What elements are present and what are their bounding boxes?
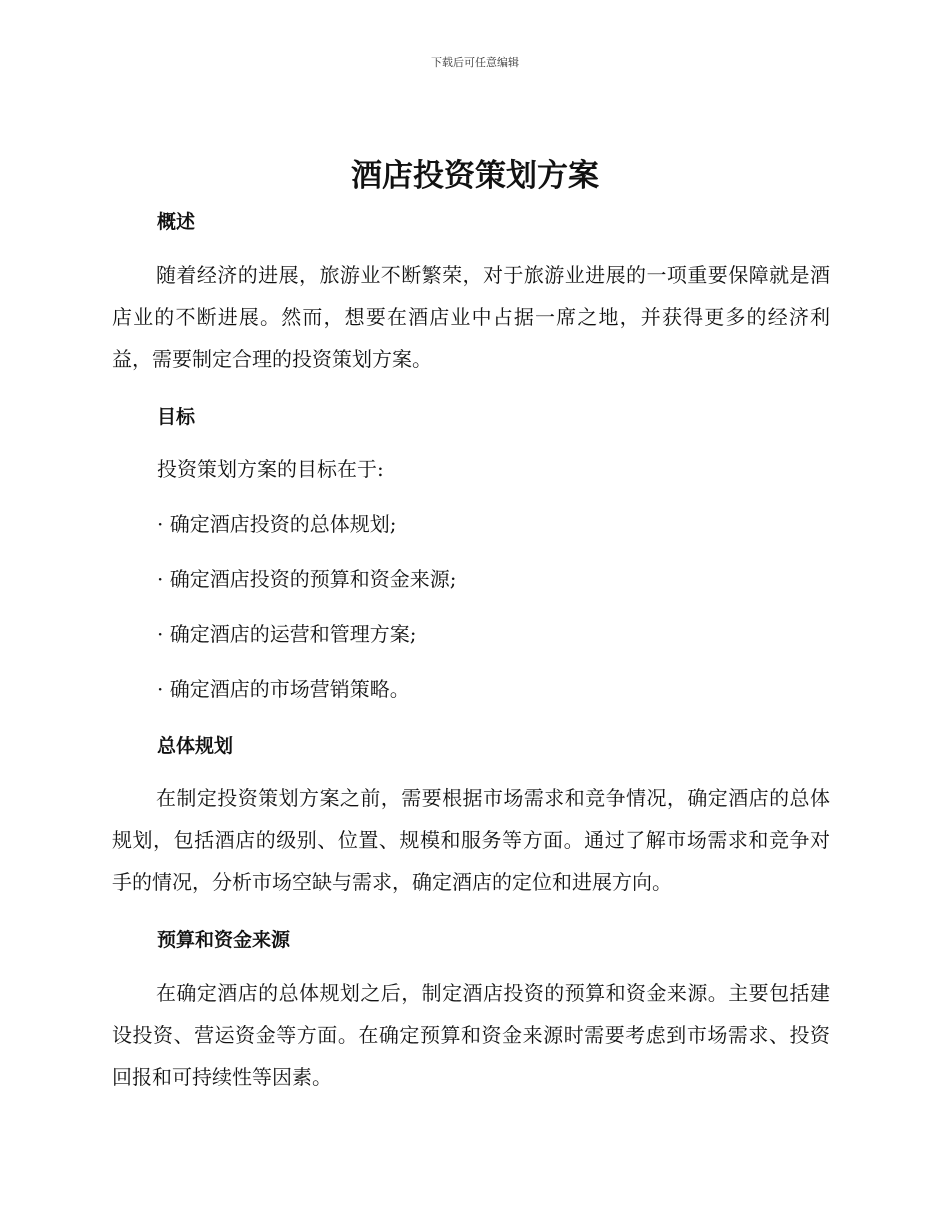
section-heading-goals: 目标: [157, 406, 196, 428]
section-heading-plan: 总体规划: [157, 735, 234, 757]
page-header-note: 下载后可任意编辑: [431, 56, 519, 69]
goals-list-item: · 确定酒店的运营和管理方案;: [157, 622, 417, 646]
goals-list-item: · 确定酒店投资的总体规划;: [157, 512, 397, 536]
section-heading-budget: 预算和资金来源: [157, 929, 291, 951]
section-paragraph-plan: 在制定投资策划方案之前，需要根据市场需求和竞争情况，确定酒店的总体规划，包括酒店的级别、位置、规模和服务等方面。通过了解市场需求和竞争对手的情况，分析市场空缺与需求，确定酒店的定位和进展方向。: [112, 786, 830, 894]
document-title: 酒店投资策划方案: [351, 158, 599, 194]
goals-intro: 投资策划方案的目标在于:: [157, 457, 384, 481]
section-paragraph-budget: 在确定酒店的总体规划之后，制定酒店投资的预算和资金来源。主要包括建设投资、营运资金等方面。在确定预算和资金来源时需要考虑到市场需求、投资回报和可持续性等因素。: [112, 981, 830, 1089]
section-paragraph-overview: 随着经济的进展，旅游业不断繁荣，对于旅游业进展的一项重要保障就是酒店业的不断进展。然而，想要在酒店业中占据一席之地，并获得更多的经济利益，需要制定合理的投资策划方案。: [112, 263, 830, 371]
goals-list-item: · 确定酒店投资的预算和资金来源;: [157, 567, 457, 591]
goals-list-item: · 确定酒店的市场营销策略。: [157, 677, 410, 701]
section-heading-overview: 概述: [157, 211, 196, 233]
